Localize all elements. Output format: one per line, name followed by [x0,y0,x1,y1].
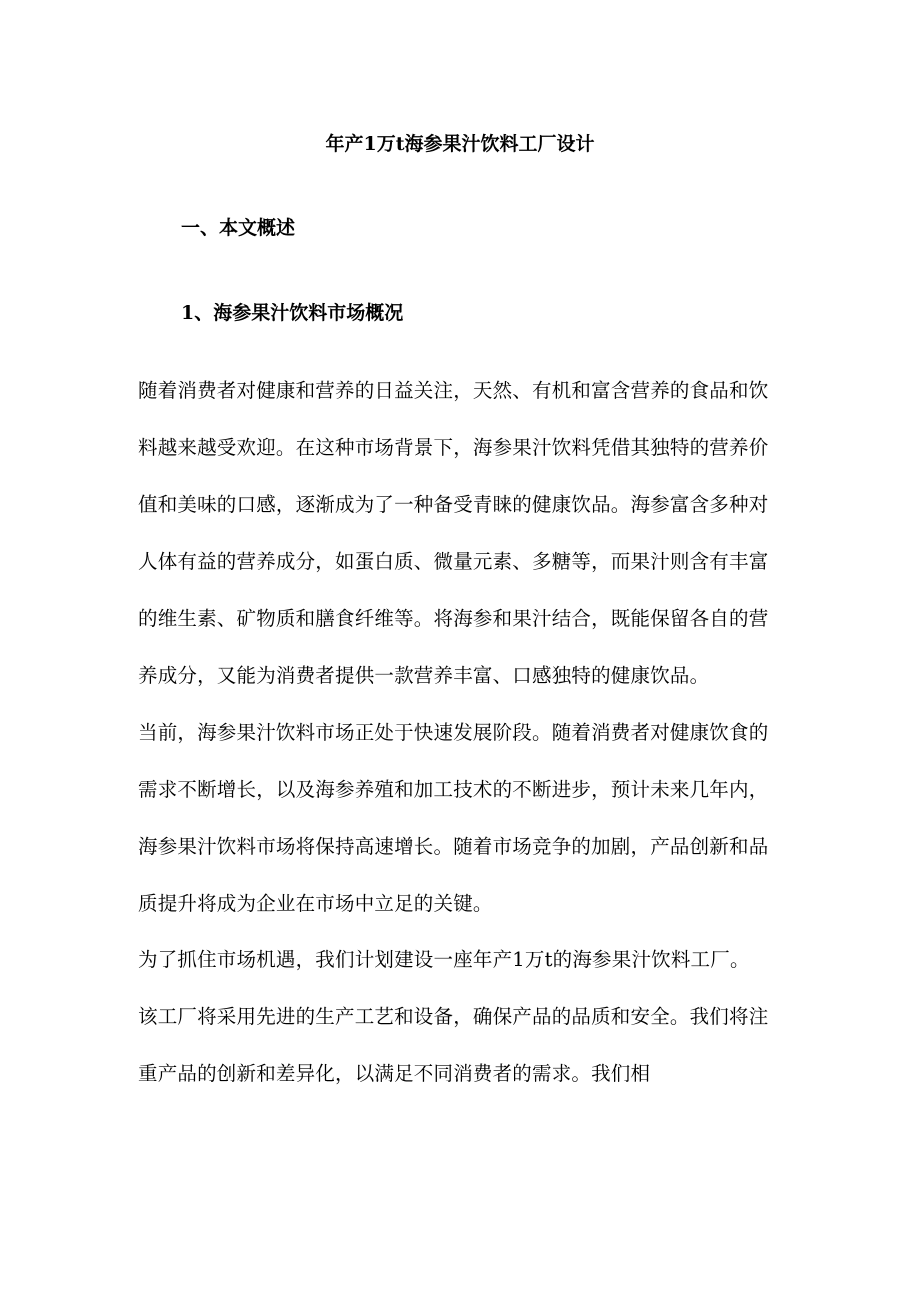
paragraph-market-overview [138,362,798,704]
paragraph-line: 重产品的创新和差异化，以满足不同消费者的需求。我们相 [138,1062,651,1085]
paragraph-line: 海参果汁饮料市场将保持高速增长。随着市场竞争的加剧，产品创新和品 [138,835,769,858]
paragraph-line: 养成分，又能为消费者提供一款营养丰富、口感独特的健康饮品。 [138,664,710,687]
paragraph-market-status [138,704,798,932]
paragraph-line: 该工厂将采用先进的生产工艺和设备，确保产品的品质和安全。我们将注 [138,1005,769,1028]
paragraph-line: 的维生素、矿物质和膳食纤维等。将海参和果汁结合，既能保留各自的营 [138,607,769,630]
subsection-heading: 1、海参果汁饮料市场概况 [181,302,404,324]
paragraph-line: 料越来越受欢迎。在这种市场背景下，海参果汁饮料凭借其独特的营养价 [138,436,769,459]
paragraph-line: 质提升将成为企业在市场中立足的关键。 [138,892,493,915]
paragraph-line: 为了抓住市场机遇，我们计划建设一座年产1万t的海参果汁饮料工厂。 [138,948,750,971]
paragraph-factory-plan [138,931,798,1102]
paragraph-line: 随着消费者对健康和营养的日益关注，天然、有机和富含营养的食品和饮 [138,379,769,402]
section-heading: 一、本文概述 [181,217,296,239]
paragraph-line: 人体有益的营养成分，如蛋白质、微量元素、多糖等，而果汁则含有丰富 [138,550,769,573]
paragraph-line: 值和美味的口感，逐渐成为了一种备受青睐的健康饮品。海参富含多种对 [138,493,769,516]
document-title: 年产1万t海参果汁饮料工厂设计 [325,133,595,155]
paragraph-line: 当前，海参果汁饮料市场正处于快速发展阶段。随着消费者对健康饮食的 [138,721,769,744]
paragraph-line: 需求不断增长，以及海参养殖和加工技术的不断进步，预计未来几年内， [138,778,769,801]
